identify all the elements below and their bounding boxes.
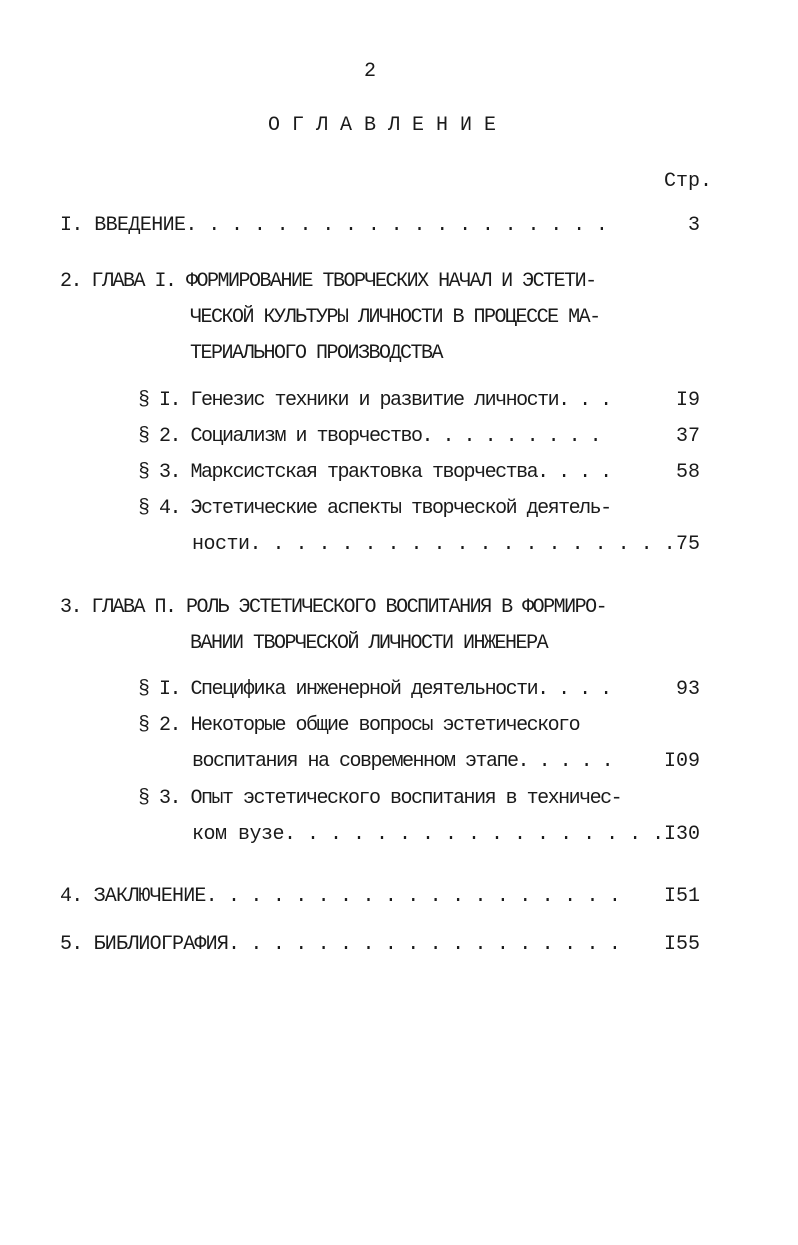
toc-section-label: ком вузе. . . . . . . . . . . . . . . . . [192,823,664,846]
toc-section-page: I9 [675,389,700,412]
toc-section-page: 37 [675,425,700,448]
toc-section-page: 93 [675,678,700,701]
chapter-heading-line: ТЕРИАЛЬНОГО ПРОИЗВОДСТВА [190,342,443,365]
chapter-heading-line: 2. ГЛАВА I. ФОРМИРОВАНИЕ ТВОРЧЕСКИХ НАЧАЛ И ЭСТЕТИ- [60,270,596,293]
toc-section-label: ности. . . . . . . . . . . . . . . . . . . [192,533,676,556]
toc-entry-label: 4. ЗАКЛЮЧЕНИЕ. . . . . . . . . . . . . . . . . . . [60,885,621,908]
toc-entry-page: 3 [687,214,700,237]
chapter-heading-line: 3. ГЛАВА П. РОЛЬ ЭСТЕТИЧЕСКОГО ВОСПИТАНИЯ В ФОРМИРО- [60,596,607,619]
toc-section-label: воспитания на современном этапе. . . . . [192,750,613,773]
toc-entry-page: I55 [663,933,700,956]
toc-section-label: § 3. Марксистская трактовка творчества. . . . [138,461,611,484]
toc-section-label: § I. Генезис техники и развитие личности. . . [138,389,611,412]
pages-column-label: Стр. [664,170,713,193]
page-number: 2 [364,60,377,83]
page-title: О Г Л А В Л Е Н И Е [268,114,497,137]
toc-section-page: 75 [675,533,700,556]
chapter-heading-line: ВАНИИ ТВОРЧЕСКОЙ ЛИЧНОСТИ ИНЖЕНЕРА [190,632,548,655]
chapter-heading-line: ЧЕСКОЙ КУЛЬТУРЫ ЛИЧНОСТИ В ПРОЦЕССЕ МА- [190,306,600,329]
toc-section-page: I09 [663,750,700,773]
toc-section-label: § 3. Опыт эстетического воспитания в техничес- [138,787,622,810]
toc-section-label: § 4. Эстетические аспекты творческой деятель- [138,497,611,520]
toc-section-label: § 2. Некоторые общие вопросы эстетического [138,714,580,737]
toc-section-label: § 2. Социализм и творчество. . . . . . . . . [138,425,601,448]
toc-entry-label: 5. БИБЛИОГРАФИЯ. . . . . . . . . . . . . . . . . . [60,933,621,956]
toc-entry-page: I51 [663,885,700,908]
toc-section-label: § I. Специфика инженерной деятельности. . . . [138,678,611,701]
toc-entry-label: I. ВВЕДЕНИЕ. . . . . . . . . . . . . . . . . . . [60,214,608,237]
toc-section-page: I30 [663,823,700,846]
toc-section-page: 58 [675,461,700,484]
